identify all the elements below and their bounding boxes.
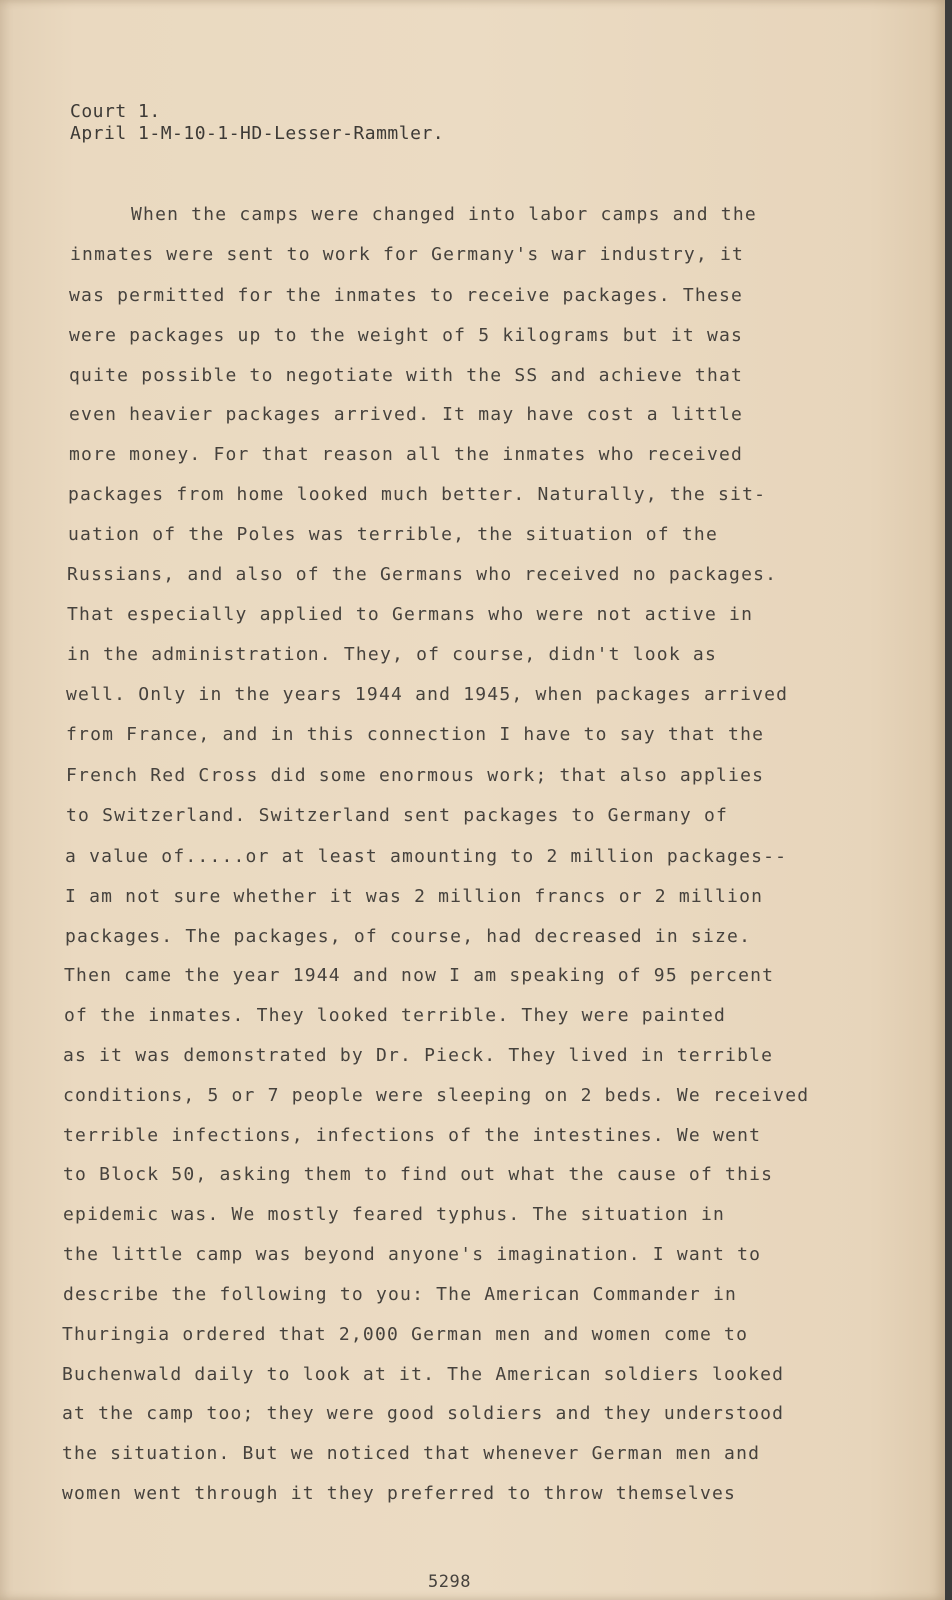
text-line: from France, and in this connection I have to say that the — [66, 724, 765, 745]
text-line: to Switzerland. Switzerland sent packages to Germany of — [66, 805, 729, 826]
text-line: Buchenwald daily to look at it. The American soldiers looked — [62, 1364, 785, 1385]
text-line: in the administration. They, of course, didn't look as — [67, 644, 717, 665]
text-line: were packages up to the weight of 5 kilograms but it was — [69, 325, 744, 346]
text-line: was permitted for the inmates to receive packages. These — [69, 285, 744, 306]
case-reference: April 1-M-10-1-HD-Lesser-Rammler. — [70, 123, 445, 144]
text-line: describe the following to you: The American Commander in — [63, 1284, 738, 1305]
text-line: Then came the year 1944 and now I am speaking of 95 percent — [64, 965, 775, 986]
page-number: 5298 — [428, 1572, 471, 1592]
text-line: packages from home looked much better. Naturally, the sit- — [68, 484, 767, 505]
text-line: terrible infections, infections of the intestines. We went — [63, 1125, 762, 1146]
text-line: the situation. But we noticed that whenever German men and — [62, 1443, 761, 1464]
text-line: as it was demonstrated by Dr. Pieck. They lived in terrible — [63, 1045, 774, 1066]
text-line: French Red Cross did some enormous work; that also applies — [66, 765, 765, 786]
text-line: the little camp was beyond anyone's imagination. I want to — [63, 1244, 762, 1265]
text-line: even heavier packages arrived. It may have cost a little — [69, 404, 744, 425]
text-line: That especially applied to Germans who were not active in — [67, 604, 754, 625]
text-line: quite possible to negotiate with the SS and achieve that — [69, 365, 744, 386]
text-line: Russians, and also of the Germans who received no packages. — [67, 564, 778, 585]
text-line: epidemic was. We mostly feared typhus. The situation in — [63, 1204, 726, 1225]
text-line: women went through it they preferred to throw themselves — [62, 1483, 737, 1504]
text-line: more money. For that reason all the inmates who received — [69, 444, 744, 465]
text-line: uation of the Poles was terrible, the situation of the — [68, 524, 718, 545]
text-line: to Block 50, asking them to find out what the cause of this — [63, 1164, 774, 1185]
text-line: inmates were sent to work for Germany's war industry, it — [70, 244, 745, 265]
text-line: well. Only in the years 1944 and 1945, when packages arrived — [66, 684, 789, 705]
text-line: When the camps were changed into labor camps and the — [131, 204, 757, 225]
text-line: I am not sure whether it was 2 million francs or 2 million — [65, 886, 764, 907]
text-line: Thuringia ordered that 2,000 German men and women come to — [62, 1324, 749, 1345]
text-line: of the inmates. They looked terrible. They were painted — [64, 1005, 727, 1026]
text-line: at the camp too; they were good soldiers and they understood — [62, 1403, 785, 1424]
text-line: conditions, 5 or 7 people were sleeping on 2 beds. We received — [63, 1085, 810, 1106]
court-heading: Court 1. — [70, 101, 161, 122]
scan-edge — [945, 0, 952, 1600]
text-line: packages. The packages, of course, had decreased in size. — [65, 926, 752, 947]
text-line: a value of.....or at least amounting to 2 million packages-- — [65, 846, 788, 867]
